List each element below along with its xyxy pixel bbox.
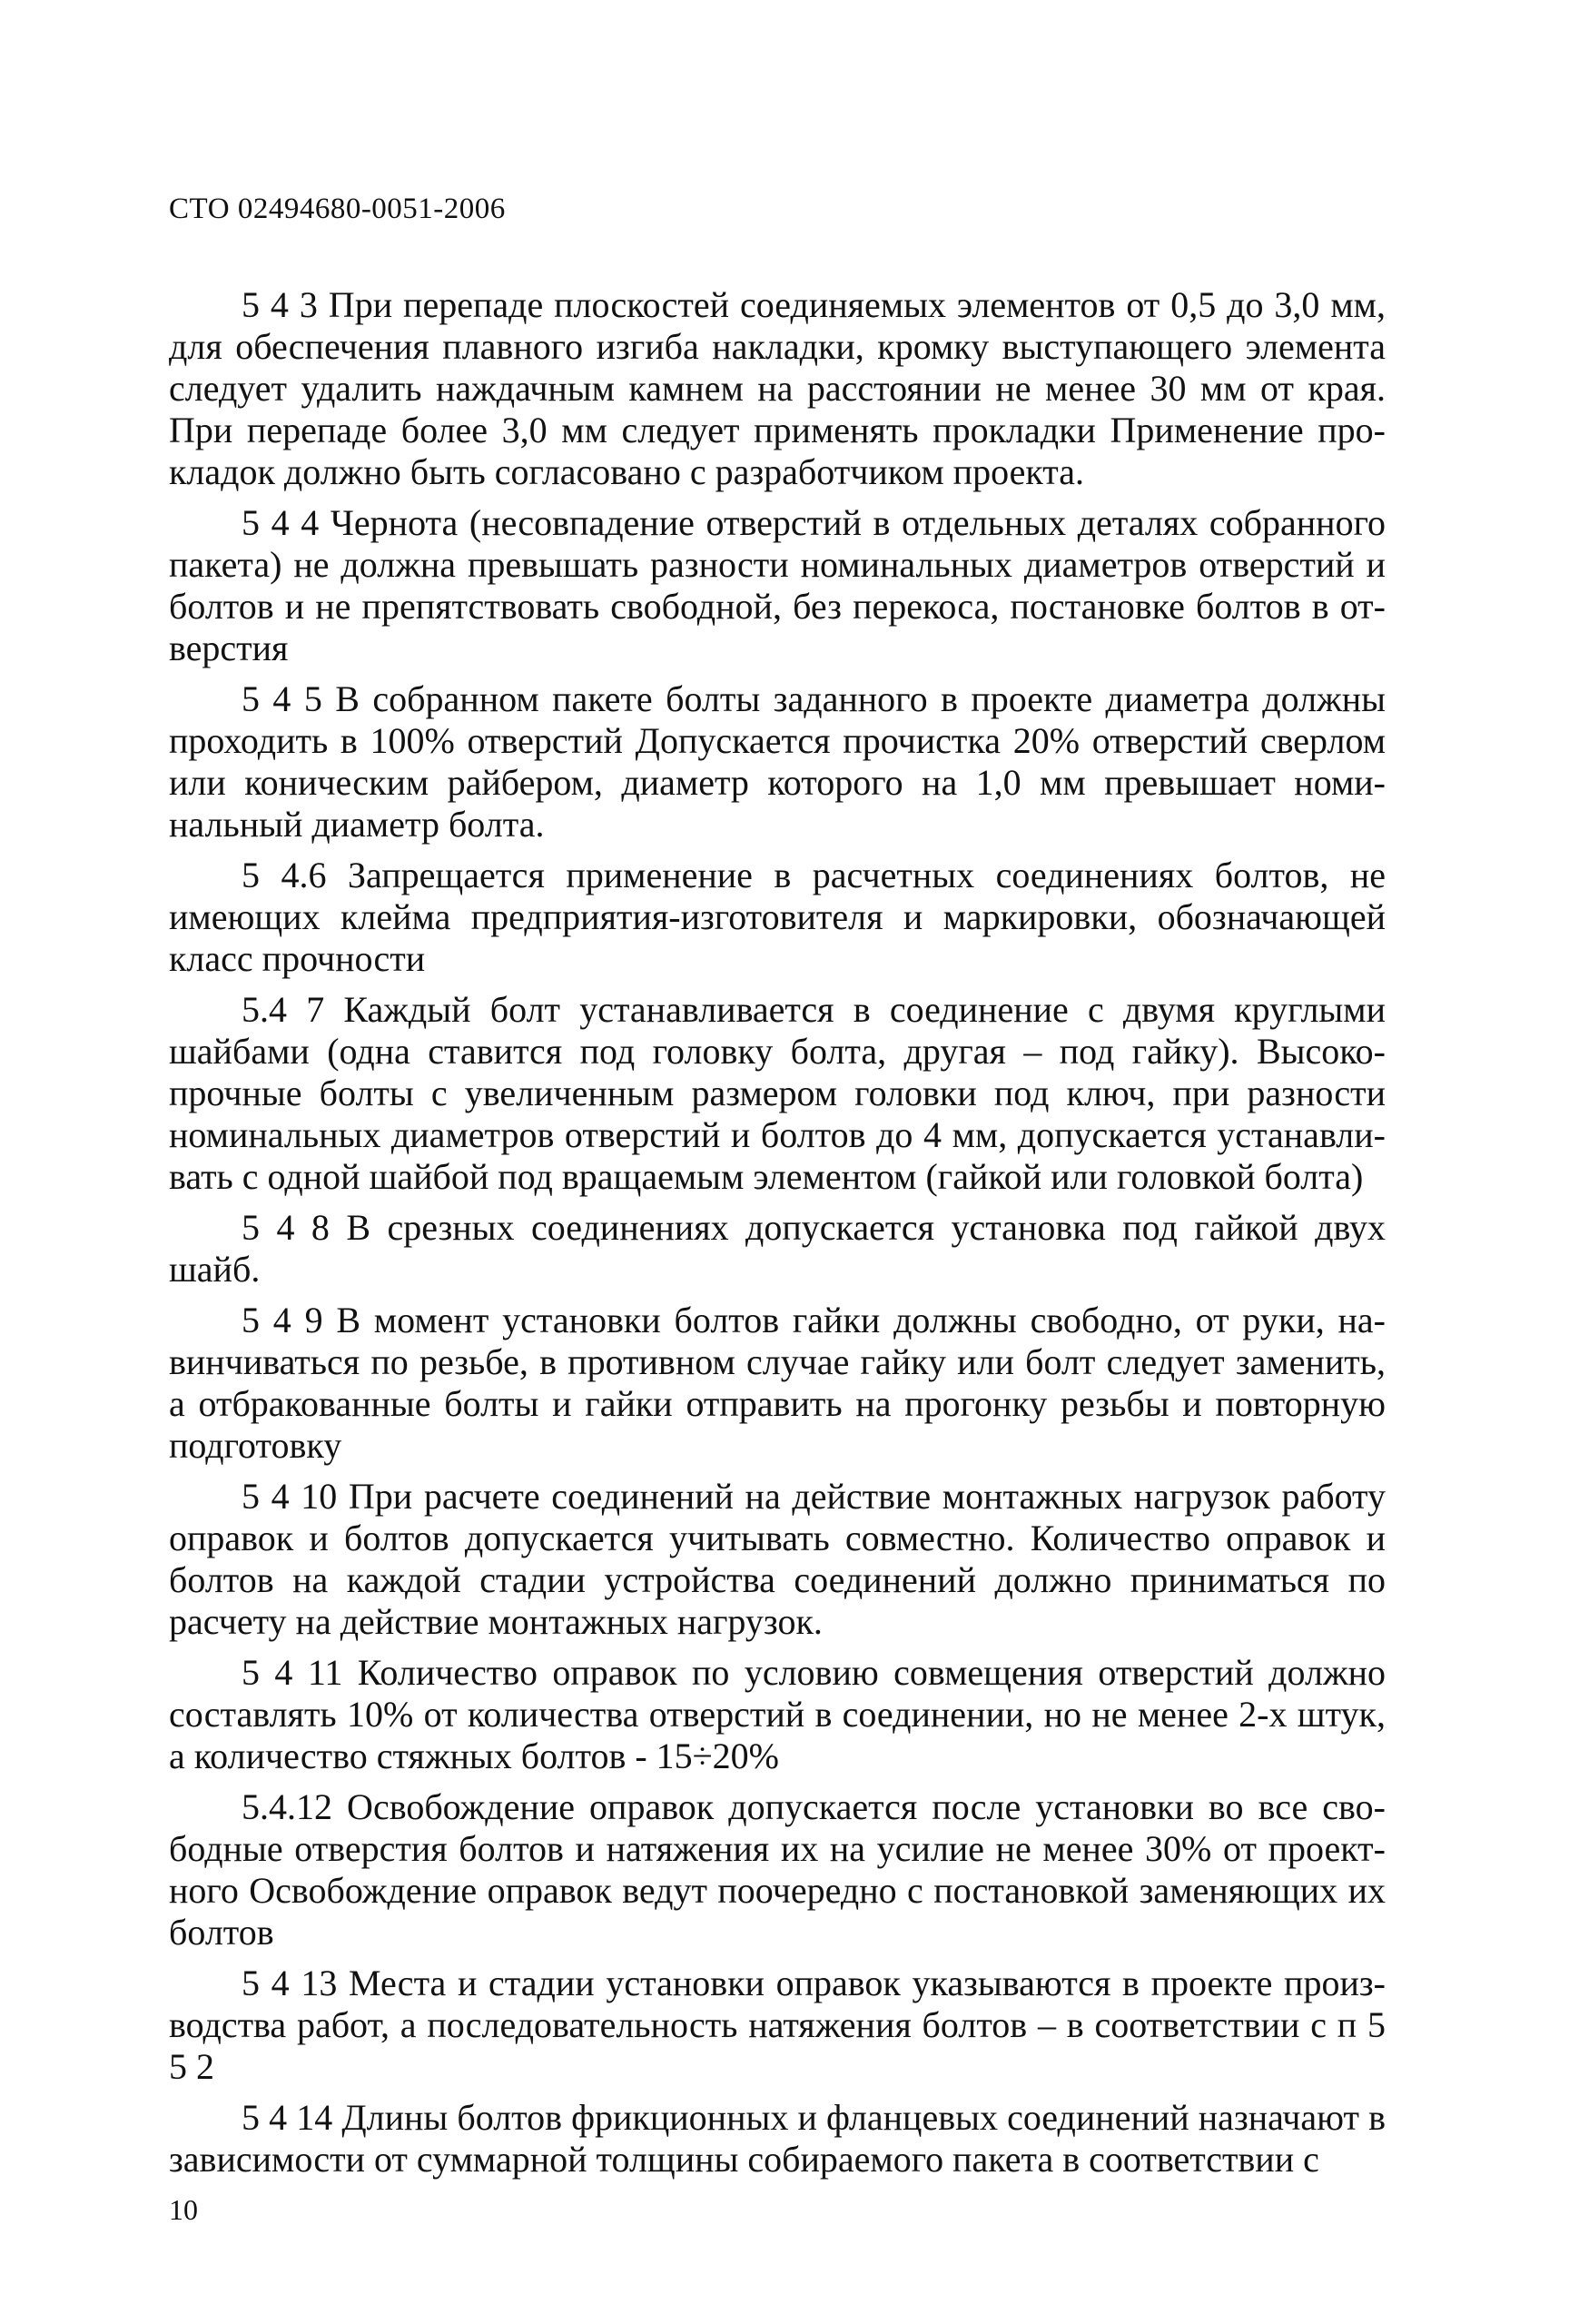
paragraph-5-4-12: 5.4.12 Освобождение оправок допускается после установки во все свободные отверстия болтов и натяжения их на усилие не менее 30% от проектного Освобождение оправок ведут поочередно с постановкой заменяющих их болтов bbox=[169, 1786, 1386, 1953]
paragraph-5-4-5: 5 4 5 В собранном пакете болты заданного в проекте диаметра должны проходить в 100% отверстий Допускается прочистка 20% отверстий сверлом или коническим райбером, диаметр которого на 1,0 мм превышает номинальный диаметр болта. bbox=[169, 678, 1386, 845]
paragraph-5-4-11: 5 4 11 Количество оправок по условию совмещения отверстий должно составлять 10% от количества отверстий в соединении, но не менее 2-х штук, а количество стяжных болтов - 15÷20% bbox=[169, 1652, 1386, 1776]
page-number: 10 bbox=[169, 2193, 198, 2226]
paragraph-5-4-8: 5 4 8 В срезных соединениях допускается установка под гайкой двух шайб. bbox=[169, 1207, 1386, 1290]
paragraph-5-4-6: 5 4.6 Запрещается применение в расчетных соединениях болтов, не имеющих клейма предприятия-изготовителя и маркировки, обозначающей класс прочности bbox=[169, 855, 1386, 979]
paragraph-5-4-4: 5 4 4 Чернота (несовпадение отверстий в отдельных деталях собранного пакета) не должна превышать разности номинальных диаметров отверстий и болтов и не препятствовать свободной, без перекоса, постановке болтов в отверстия bbox=[169, 502, 1386, 668]
paragraph-5-4-10: 5 4 10 При расчете соединений на действие монтажных нагрузок работу оправок и болтов допускается учитывать совместно. Количество оправок и болтов на каждой стадии устройства соединений должно приниматься по расчету на действие монтажных нагрузок. bbox=[169, 1476, 1386, 1642]
paragraph-5-4-14: 5 4 14 Длины болтов фрикционных и фланцевых соединений назначают в зависимости от суммарной толщины собираемого пакета в соответствии с bbox=[169, 2097, 1386, 2180]
document-header: СТО 02494680-0051-2006 bbox=[169, 193, 506, 225]
paragraph-5-4-3: 5 4 3 При перепаде плоскостей соединяемых элементов от 0,5 до 3,0 мм, для обеспечения плавного изгиба накладки, кромку выступающего элемента следует удалить наждачным камнем на расстоянии не менее 30 мм от края. При перепаде более 3,0 мм следует применять прокладки Применение прокладок должно быть согласовано с разработчиком проекта. bbox=[169, 284, 1386, 492]
paragraph-5-4-13: 5 4 13 Места и стадии установки оправок указываются в проекте производства работ, а последовательность натяжения болтов – в соответствии с п 5 5 2 bbox=[169, 1963, 1386, 2087]
paragraph-5-4-9: 5 4 9 В момент установки болтов гайки должны свободно, от руки, навинчиваться по резьбе, в противном случае гайку или болт следует заменить, а отбракованные болты и гайки отправить на прогонку резьбы и повторную подготовку bbox=[169, 1300, 1386, 1466]
paragraph-5-4-7: 5.4 7 Каждый болт устанавливается в соединение с двумя круглыми шайбами (одна ставится под головку болта, другая – под гайку). Высокопрочные болты с увеличенным размером головки под ключ, при разности номинальных диаметров отверстий и болтов до 4 мм, допускается устанавливать с одной шайбой под вращаемым элементом (гайкой или головкой болта) bbox=[169, 989, 1386, 1197]
document-body bbox=[169, 284, 1386, 2190]
